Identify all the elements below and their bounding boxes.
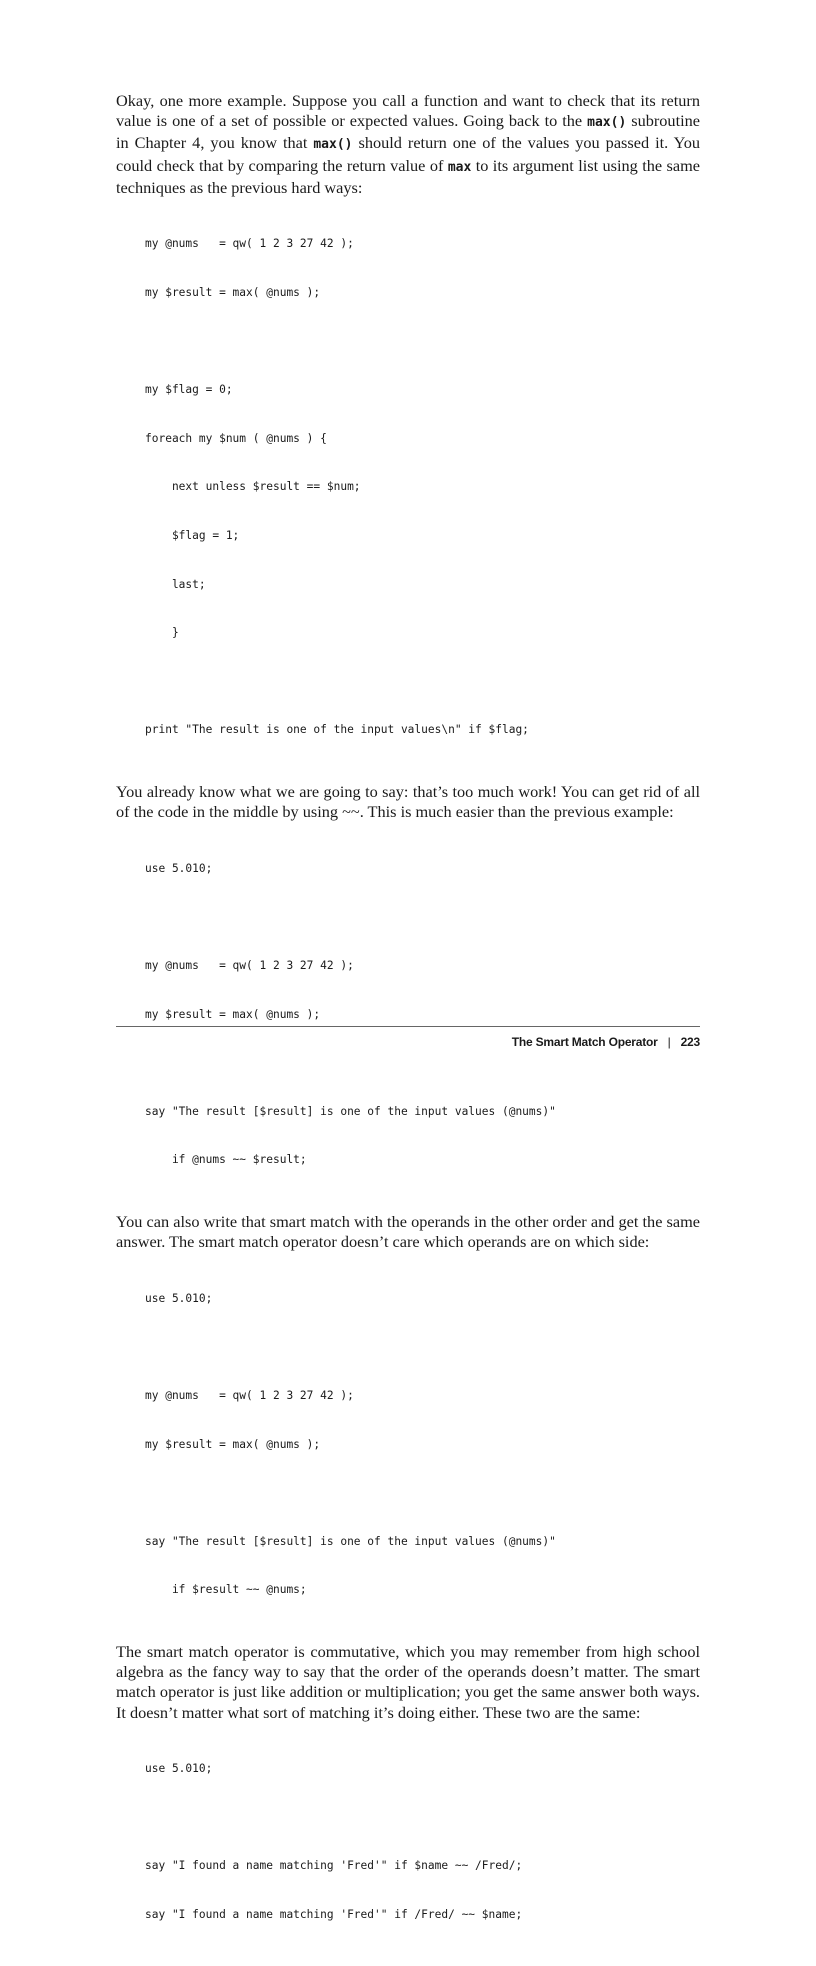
inline-code-max: max: [447, 159, 472, 175]
page-footer: [512, 1035, 700, 1049]
code-line: [145, 1485, 700, 1501]
paragraph-2-text-a: You already know what we are going to say: that’s too much work! You can get rid of all of the code in the middle by using: [116, 781, 700, 822]
code-line: my $result = max( @nums );: [145, 286, 321, 300]
code-line: use 5.010;: [145, 861, 213, 875]
footer-separator: |: [667, 1035, 671, 1049]
code-line: last;: [145, 577, 206, 591]
code-line: if @nums ~~ $result;: [145, 1153, 307, 1167]
page-content: [116, 91, 700, 1966]
paragraph-1-text-d: to its argument list using the same techniques as the previous hard ways:: [116, 155, 700, 197]
paragraph-1: [116, 91, 700, 198]
paragraph-2-text-b: ~~. This is much easier than the previous example:: [342, 802, 674, 822]
code-line: my $flag = 0;: [145, 383, 233, 397]
code-line: [145, 334, 700, 350]
code-line: my $result = max( @nums );: [145, 1437, 321, 1451]
code-line: use 5.010;: [145, 1291, 213, 1305]
code-line: say "The result [$result] is one of the input values (@nums)": [145, 1104, 556, 1118]
inline-code-max-call-2: max(): [313, 137, 353, 153]
footer-rule: [116, 1026, 700, 1027]
code-line: foreach my $num ( @nums ) {: [145, 431, 327, 445]
code-block-3: [145, 1258, 700, 1631]
paragraph-4: The smart match operator is commutative, which you may remember from high school algebra as the fancy way to say that the order of the operands doesn’t matter. The smart match operator is just like addition or multiplication; you get the same answer both ways. It doesn’t matter what sort of matching it’s doing either. These two are the same:: [116, 1641, 700, 1722]
code-line: if $result ~~ @nums;: [145, 1583, 307, 1597]
code-line: [145, 674, 700, 690]
paragraph-2: [116, 782, 700, 822]
inline-code-max-call: max(): [587, 115, 627, 131]
paragraph-3: You can also write that smart match with the operands in the other order and get the same answer. The smart match operator doesn’t care which operands are on which side:: [116, 1211, 700, 1252]
code-line: print "The result is one of the input values\n" if $flag;: [145, 723, 529, 737]
page-number: 223: [680, 1035, 700, 1049]
code-line: my @nums = qw( 1 2 3 27 42 );: [145, 1388, 354, 1402]
footer-section-title: The Smart Match Operator: [511, 1035, 658, 1049]
code-line: say "The result [$result] is one of the input values (@nums)": [145, 1534, 556, 1548]
code-line: $flag = 1;: [145, 528, 240, 542]
code-line: my $result = max( @nums );: [145, 1007, 321, 1021]
code-line: my @nums = qw( 1 2 3 27 42 );: [145, 237, 354, 251]
code-line: [145, 1055, 700, 1071]
code-line: [145, 909, 700, 925]
code-block-1: [145, 204, 700, 771]
paragraph-1-text-c: should return one of the values you passed it. You could check that by comparing the return value of: [116, 133, 700, 175]
code-line: say "I found a name matching 'Fred'" if /Fred/ ~~ $name;: [145, 1907, 523, 1921]
paragraph-1-text-a: Okay, one more example. Suppose you call a function and want to check that its return value is one of a set of possible or expected values. Going back to the: [116, 91, 700, 131]
code-line: say "I found a name matching 'Fred'" if $name ~~ /Fred/;: [145, 1859, 523, 1873]
paragraph-1-text-b: subroutine in Chapter 4, you know that: [116, 111, 700, 153]
code-block-4: [145, 1729, 700, 1956]
code-block-2: [145, 828, 700, 1201]
code-line: my @nums = qw( 1 2 3 27 42 );: [145, 958, 354, 972]
code-line: use 5.010;: [145, 1762, 213, 1776]
code-line: }: [145, 626, 179, 640]
code-line: [145, 1810, 700, 1826]
code-line: [145, 1339, 700, 1355]
code-line: next unless $result == $num;: [145, 480, 361, 494]
